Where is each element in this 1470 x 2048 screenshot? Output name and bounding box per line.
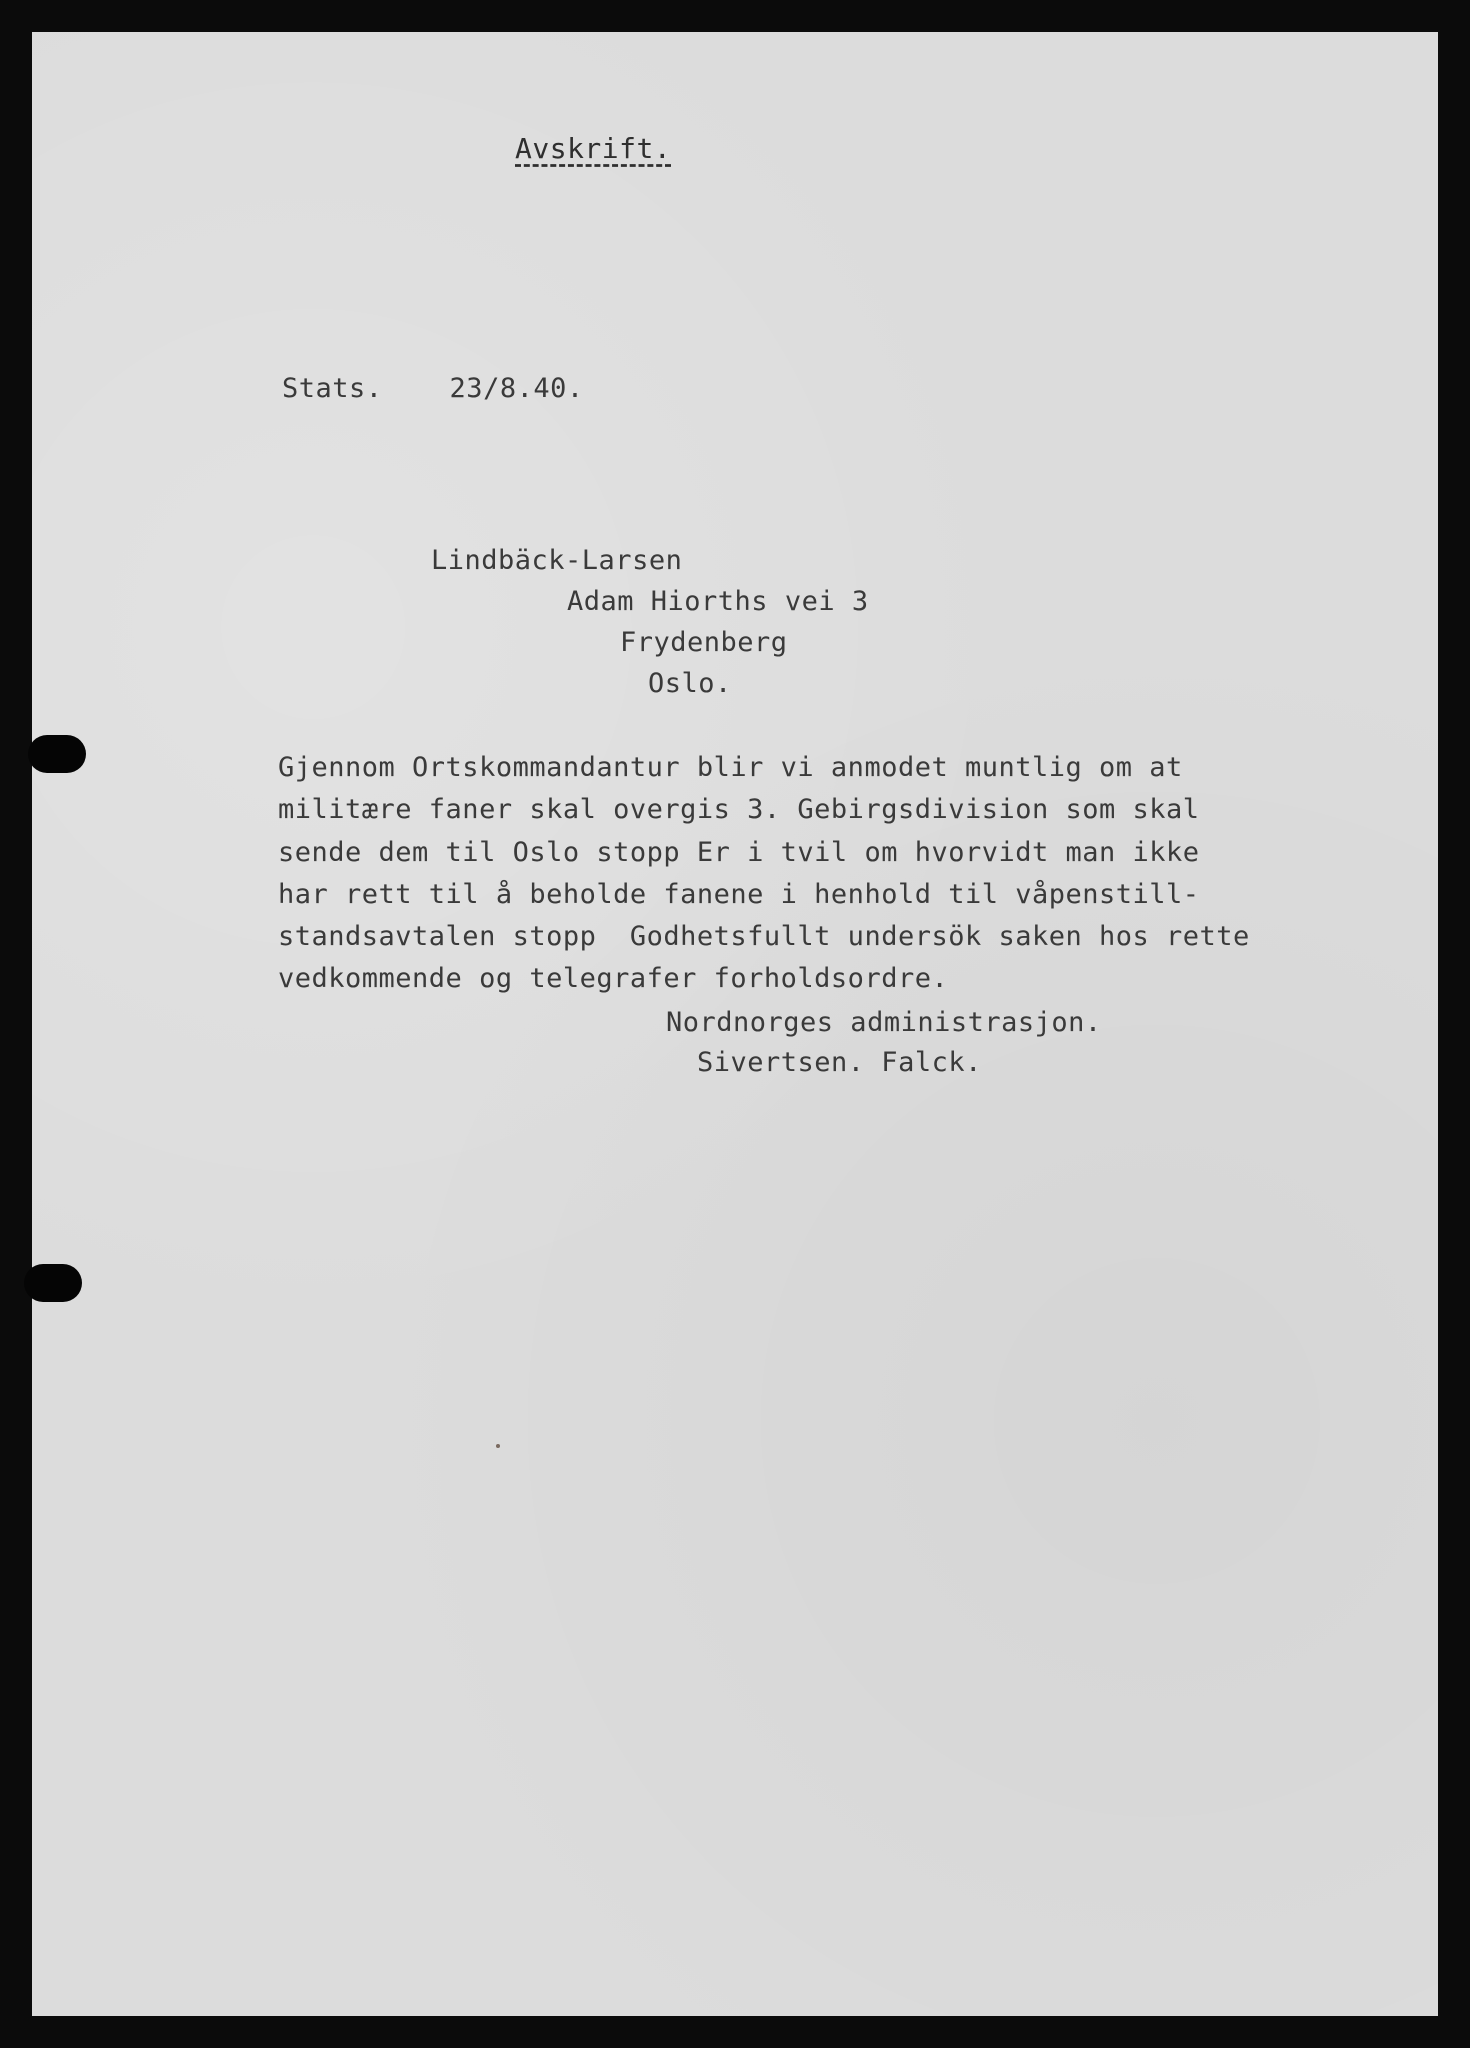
signatories: Sivertsen. Falck. [697,1047,982,1078]
punch-hole-bottom [24,1264,82,1302]
document-heading: Avskrift. [515,132,672,165]
sender-office: Nordnorges administrasjon. [666,1007,1102,1038]
message-body: Gjennom Ortskommandantur blir vi anmodet muntlig om at militære faner skal overgis 3. Gebirgsdivision som skal sende dem til Oslo stopp Er i tvil om hvorvidt man ikke har rett til å beholde fanene i henhold til våpenstill- standsavtalen stopp Godhetsfullt undersök saken hos rette vedkommende og telegrafer forholdsordre. [278,752,1250,995]
punch-hole-top [28,735,86,773]
recipient-street: Adam Hiorths vei 3 [567,586,869,617]
origin-and-date: Stats. 23/8.40. [282,373,584,404]
recipient-city: Oslo. [648,668,732,699]
recipient-district: Frydenberg [620,627,788,658]
recipient-name: Lindbäck-Larsen [431,545,683,576]
paper-speck [496,1444,500,1448]
paper-sheet [32,32,1438,2016]
